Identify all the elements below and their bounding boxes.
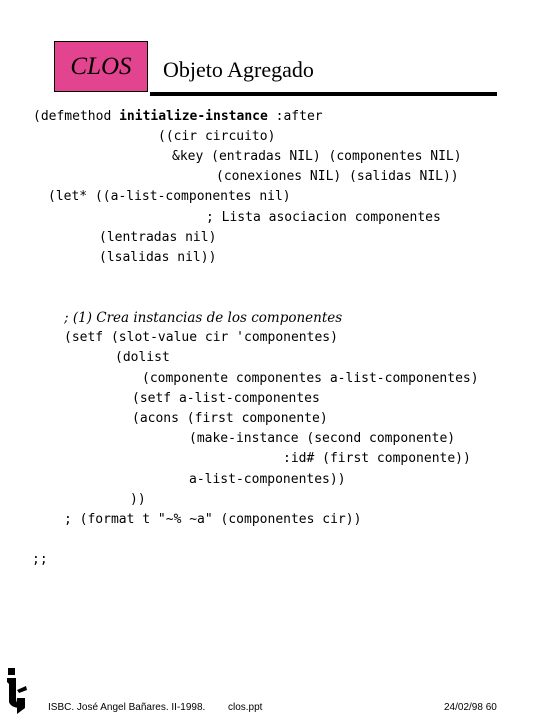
- code-line-12: (componente componentes a-list-componentes): [142, 371, 479, 386]
- code-line-15: (make-instance (second componente): [189, 431, 456, 446]
- code-line-5: (let* ((a-list-componentes nil): [48, 189, 291, 204]
- code-line-7: (lentradas nil): [99, 230, 217, 245]
- code-line-8: (lsalidas nil)): [99, 250, 217, 265]
- code-line-17: a-list-componentes)): [189, 472, 346, 487]
- code-line-11: (dolist: [115, 350, 170, 365]
- badge-label: CLOS: [70, 52, 132, 80]
- code-line-10: (setf (slot-value cir 'componentes): [64, 330, 338, 345]
- code-line-2: ((cir circuito): [158, 129, 276, 144]
- code-line-4: (conexiones NIL) (salidas NIL)): [216, 169, 459, 184]
- method-qualifier: :after: [267, 109, 323, 124]
- code-line-19: ; (format t "~% ~a" (componentes cir)): [64, 512, 362, 527]
- footer-date-page: 24/02/98 60: [444, 702, 497, 713]
- code-line-14: (acons (first componente): [132, 411, 328, 426]
- defmethod-keyword: (defmethod: [33, 109, 120, 124]
- code-line-18: )): [130, 492, 146, 507]
- code-comment-1: ; (1) Crea instancias de los componentes: [64, 310, 343, 326]
- code-line-1: [33, 109, 323, 125]
- code-line-13: (setf a-list-componentes: [132, 391, 320, 406]
- code-line-20: ;;: [32, 552, 48, 567]
- code-line-3: &key (entradas NIL) (componentes NIL): [172, 149, 462, 164]
- footer-author: ISBC. José Angel Bañares. II-1998.: [48, 702, 206, 713]
- slide-title: Objeto Agregado: [163, 57, 314, 82]
- method-name: initialize-instance: [119, 109, 268, 124]
- code-line-6: ; Lista asociacion componentes: [206, 210, 441, 225]
- code-line-16: :id# (first componente)): [283, 451, 471, 466]
- isbc-logo-icon: [5, 668, 29, 714]
- footer-file: clos.ppt: [228, 702, 263, 713]
